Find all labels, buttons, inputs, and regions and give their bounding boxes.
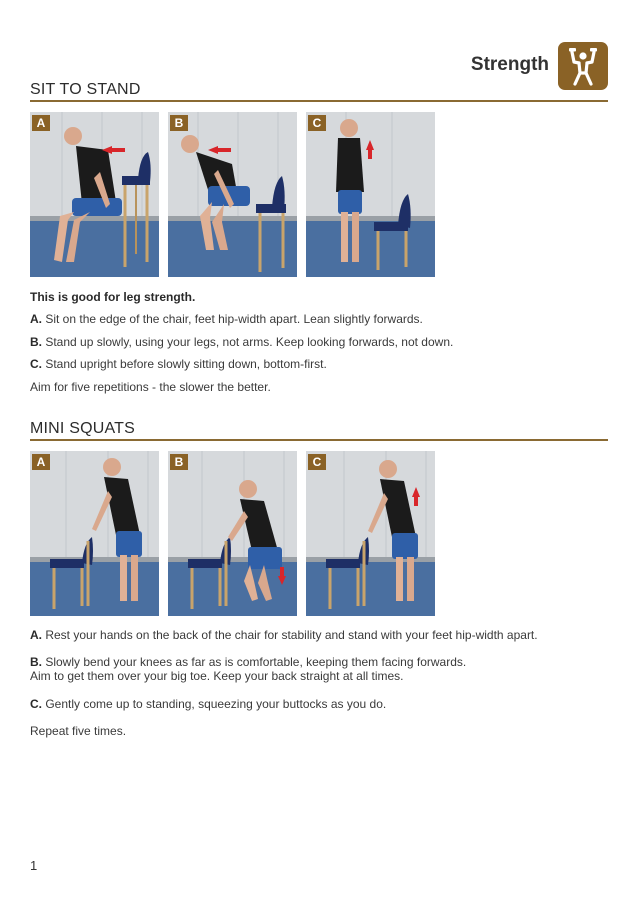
page-category-title: Strength	[470, 54, 549, 75]
photo-sit-to-stand-c	[306, 112, 435, 277]
section2-step-c: C. Gently come up to standing, squeezing your buttocks as you do.	[30, 697, 387, 711]
photo-sit-to-stand-a	[30, 112, 159, 277]
step-badge: C	[308, 454, 326, 470]
section1-step-b: B. Stand up slowly, using your legs, not arms. Keep looking forwards, not down.	[30, 335, 454, 349]
photo-sit-to-stand-b	[168, 112, 297, 277]
step-badge: B	[170, 115, 188, 131]
section1-step-a: A. Sit on the edge of the chair, feet hip-width apart. Lean slightly forwards.	[30, 312, 423, 326]
section-divider	[30, 100, 608, 102]
section-title-mini-squats: MINI SQUATS	[30, 420, 136, 437]
section2-closing: Repeat five times.	[30, 724, 127, 738]
section2-step-b: B. Slowly bend your knees as far as is comfortable, keeping them facing forwards.	[30, 655, 467, 669]
photo-mini-squats-c	[306, 451, 435, 616]
section2-step-a: A. Rest your hands on the back of the chair for stability and stand with your feet hip-width apart.	[30, 628, 538, 642]
section-title-sit-to-stand: SIT TO STAND	[30, 81, 141, 98]
photo-mini-squats-a	[30, 451, 159, 616]
section1-step-c: C. Stand upright before slowly sitting down, bottom-first.	[30, 357, 327, 371]
section1-closing: Aim for five repetitions - the slower the better.	[30, 380, 271, 394]
section2-step-b-line2: Aim to get them over your big toe. Keep your back straight at all times.	[30, 669, 404, 683]
section-divider	[30, 439, 608, 441]
step-badge: A	[32, 454, 50, 470]
page-number: 1	[30, 858, 38, 873]
strength-figure-icon	[558, 42, 608, 90]
step-badge: C	[308, 115, 326, 131]
step-badge: B	[170, 454, 188, 470]
photo-mini-squats-b	[168, 451, 297, 616]
section1-intro: This is good for leg strength.	[30, 290, 196, 304]
step-badge: A	[32, 115, 50, 131]
